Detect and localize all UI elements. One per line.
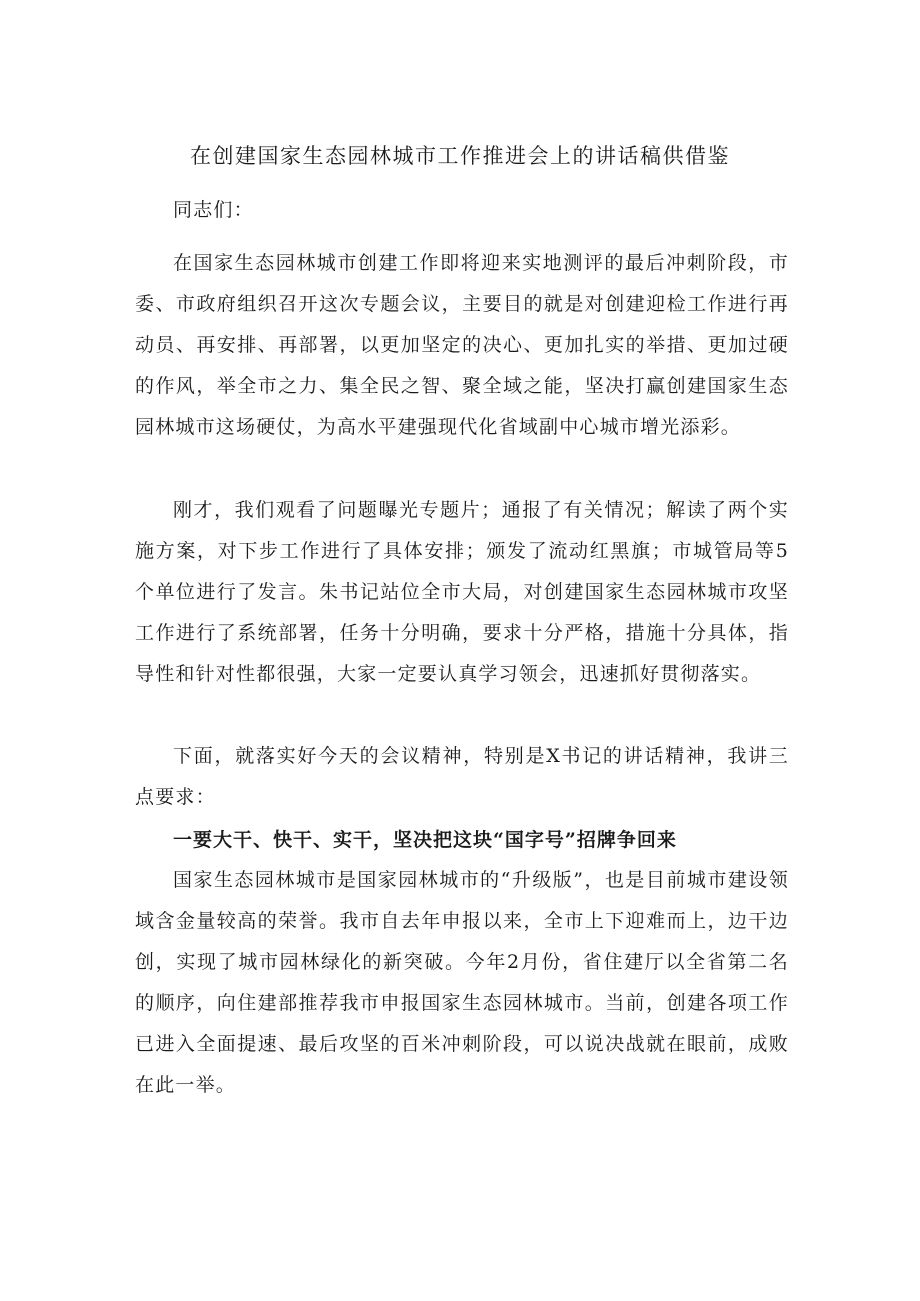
salutation: 同志们： <box>173 199 254 221</box>
paragraph-2: 刚才，我们观看了问题曝光专题片；通报了有关情况；解读了两个实施方案，对下步工作进行了具体安排；颁发了流动红黑旗；市城管局等5个单位进行了发言。朱书记站位全市大局，对创建国家生态园林城市攻坚工作进行了系统部署，任务十分明确，要求十分严格，措施十分具体，指导性和针对性都很强，大家一定要认真学习领会，迅速抓好贯彻落实。 <box>135 499 789 685</box>
document-title: 在创建国家生态园林城市工作推进会上的讲话稿供借鉴 <box>190 144 730 168</box>
paragraph-3: 下面，就落实好今天的会议精神，特别是X书记的讲话精神，我讲三点要求： <box>135 745 789 808</box>
section-paragraph: 国家生态园林城市是国家园林城市的“升级版”，也是目前城市建设领域含金量较高的荣誉。我市自去年申报以来，全市上下迎难而上，边干边创，实现了城市园林绿化的新突破。今年2月份，省住建厅以全省第二名的顺序，向住建部推荐我市申报国家生态园林城市。当前，创建各项工作已进入全面提速、最后攻坚的百米冲刺阶段，可以说决战就在眼前，成败在此一举。 <box>135 869 789 1096</box>
section-heading: 一要大干、快干、实干，坚决把这块“国字号”招牌争回来 <box>173 829 677 851</box>
paragraph-1: 在国家生态园林城市创建工作即将迎来实地测评的最后冲刺阶段，市委、市政府组织召开这次专题会议，主要目的就是对创建迎检工作进行再动员、再安排、再部署，以更加坚定的决心、更加扎实的举措、更加过硬的作风，举全市之力、集全民之智、聚全域之能，坚决打赢创建国家生态园林城市这场硬仗，为高水平建强现代化省域副中心城市增光添彩。 <box>135 252 789 438</box>
